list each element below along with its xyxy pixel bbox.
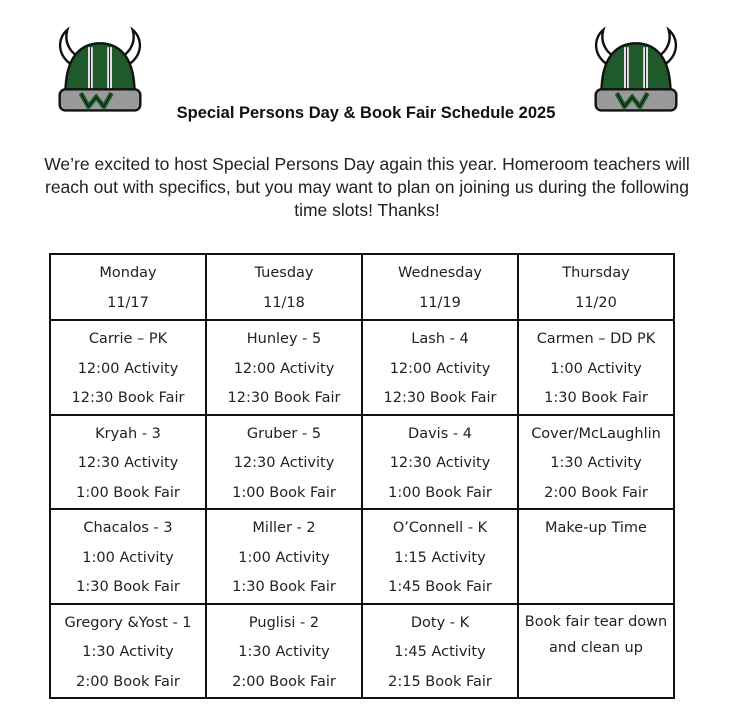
book-fair-time: 12:30 Book Fair bbox=[383, 390, 497, 406]
schedule-cell bbox=[518, 415, 674, 510]
table-row bbox=[50, 320, 674, 415]
class-name: Hunley - 5 bbox=[246, 331, 322, 347]
book-fair-time: 1:00 Book Fair bbox=[232, 484, 336, 501]
table-row bbox=[50, 509, 674, 604]
activity-time: 1:15 Activity bbox=[394, 549, 486, 566]
schedule-cell bbox=[518, 320, 674, 415]
activity-time: 12:00 Activity bbox=[389, 360, 491, 377]
table-row bbox=[50, 604, 674, 699]
schedule-cell bbox=[206, 604, 362, 699]
book-fair-time: 1:30 Book Fair bbox=[232, 579, 336, 595]
book-fair-time: 12:30 Book Fair bbox=[71, 390, 185, 406]
day-header-wednesday bbox=[362, 254, 518, 320]
schedule-cell bbox=[206, 509, 362, 604]
schedule-cell bbox=[362, 415, 518, 510]
book-fair-time: 1:30 Book Fair bbox=[544, 390, 648, 406]
day-date: 11/17 bbox=[107, 294, 149, 311]
day-date: 11/19 bbox=[419, 294, 461, 311]
activity-time: 12:30 Activity bbox=[233, 455, 335, 471]
book-fair-time: 2:00 Book Fair bbox=[232, 673, 336, 690]
activity-time: 1:00 Activity bbox=[238, 549, 330, 566]
class-name: Kryah - 3 bbox=[95, 425, 161, 442]
schedule-cell bbox=[50, 320, 206, 415]
day-header-tuesday bbox=[206, 254, 362, 320]
day-name: Monday bbox=[99, 265, 157, 281]
class-name: Chacalos - 3 bbox=[83, 520, 173, 536]
schedule-cell bbox=[518, 604, 674, 699]
day-header-thursday bbox=[518, 254, 674, 320]
activity-time: 1:00 Activity bbox=[550, 360, 642, 377]
schedule-cell bbox=[362, 604, 518, 699]
class-name: Carmen – DD PK bbox=[536, 331, 656, 347]
table-row bbox=[50, 415, 674, 510]
activity-time: 1:30 Activity bbox=[238, 644, 330, 660]
activity-time: 12:00 Activity bbox=[77, 360, 179, 377]
class-name: Cover/McLaughlin bbox=[531, 425, 661, 442]
day-name: Wednesday bbox=[398, 265, 482, 281]
book-fair-time: 1:45 Book Fair bbox=[388, 579, 492, 595]
book-fair-time: 1:00 Book Fair bbox=[76, 484, 180, 501]
schedule-cell bbox=[362, 320, 518, 415]
class-name: Lash - 4 bbox=[411, 331, 469, 347]
make-up-time-label: Make-up Time bbox=[545, 520, 647, 536]
teardown-label-line-1: Book fair tear down bbox=[524, 613, 668, 630]
activity-time: 12:30 Activity bbox=[389, 455, 491, 471]
day-name: Tuesday bbox=[254, 265, 314, 281]
activity-time: 1:30 Activity bbox=[82, 644, 174, 660]
class-name: Gruber - 5 bbox=[246, 425, 322, 442]
day-header-monday bbox=[50, 254, 206, 320]
activity-time: 1:00 Activity bbox=[82, 549, 174, 566]
activity-time: 1:45 Activity bbox=[394, 644, 486, 660]
activity-time: 12:00 Activity bbox=[233, 360, 335, 377]
teardown-label-line-2: and clean up bbox=[549, 639, 643, 656]
schedule-cell bbox=[206, 320, 362, 415]
page-title: Special Persons Day & Book Fair Schedule 2025 bbox=[176, 104, 556, 122]
class-name: Carrie – PK bbox=[88, 331, 168, 347]
schedule-cell bbox=[50, 509, 206, 604]
table-header-row bbox=[50, 254, 674, 320]
class-name: Davis - 4 bbox=[408, 425, 472, 442]
activity-time: 1:30 Activity bbox=[550, 455, 642, 471]
schedule-cell bbox=[362, 509, 518, 604]
class-name: Puglisi - 2 bbox=[248, 614, 320, 631]
class-name: Doty - K bbox=[410, 614, 470, 631]
day-date: 11/20 bbox=[575, 294, 617, 311]
intro-paragraph: We’re excited to host Special Persons Day again this year. Homeroom teachers will reach out with specifics, but you may want to plan on joining us during the following time slots! Thanks! bbox=[44, 154, 690, 220]
book-fair-time: 12:30 Book Fair bbox=[227, 390, 341, 406]
class-name: O’Connell - K bbox=[392, 520, 488, 536]
book-fair-time: 2:00 Book Fair bbox=[544, 484, 648, 501]
class-name: Miller - 2 bbox=[252, 520, 316, 536]
book-fair-time: 1:00 Book Fair bbox=[388, 484, 492, 501]
day-date: 11/18 bbox=[263, 294, 305, 311]
schedule-cell bbox=[518, 509, 674, 604]
schedule-cell bbox=[50, 415, 206, 510]
schedule-cell bbox=[206, 415, 362, 510]
schedule-table bbox=[49, 253, 675, 699]
class-name: Gregory &Yost - 1 bbox=[64, 614, 192, 631]
book-fair-time: 1:30 Book Fair bbox=[76, 579, 180, 595]
activity-time: 12:30 Activity bbox=[77, 455, 179, 471]
day-name: Thursday bbox=[562, 265, 630, 281]
schedule-cell bbox=[50, 604, 206, 699]
book-fair-time: 2:00 Book Fair bbox=[76, 673, 180, 690]
book-fair-time: 2:15 Book Fair bbox=[388, 673, 492, 690]
